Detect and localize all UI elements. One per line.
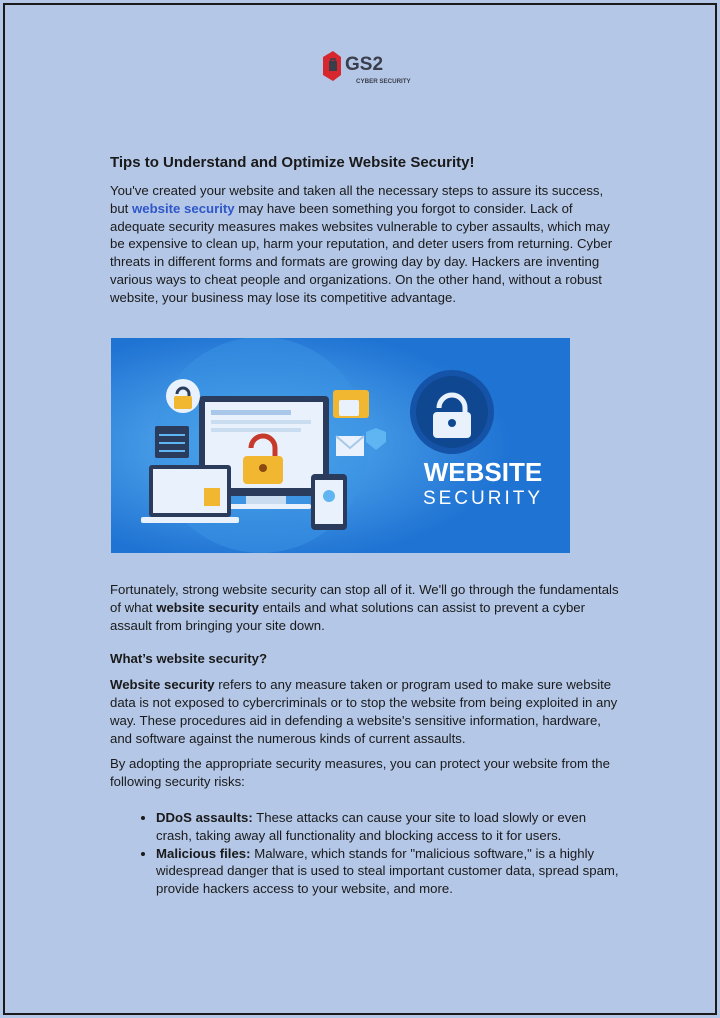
large-padlock-icon: [410, 370, 494, 454]
fortunately-paragraph: Fortunately, strong website security can stop all of it. We'll go through the fundamentals of what website security entails and what solutions can assist to prevent a cyber assault from bringing your site down.: [110, 582, 619, 633]
list-item: • DDoS assaults: These attacks can cause your site to load slowly or even crash, taking away all functionality and blocking access to it for users.: [156, 809, 622, 845]
subheading: What’s website security?: [110, 651, 268, 667]
article-intro: [110, 153, 622, 315]
article-title: Tips to Understand and Optimize Website Security!: [110, 154, 475, 171]
document-page: [3, 3, 717, 1015]
hero-title-line1: WEBSITE: [423, 457, 543, 487]
server-icon: [155, 426, 189, 458]
logo-name: GS2: [345, 54, 384, 75]
logo-tagline: CYBER SECURITY: [356, 78, 411, 85]
shield-icon: [323, 51, 341, 81]
intro-paragraph: You've created your website and taken all the necessary steps to assure its success, but website security may have been something you forgot to consider. Lack of adequate security measures makes websites vulnerable to cyber assaults, which may be expensive to clean up, harm your reputation, and deter users from returning. Cyber threats in different forms and formats are growing day by day. Hackers are inventing various ways to cheat people and organizations. On the other hand, without a robust website, your business may lose its competitive advantage.: [110, 183, 613, 305]
list-item: • Malicious files: Malware, which stands for "malicious software," is a highly widespread danger that is used to steal important customer data, spread spam, provide hackers access to your website, and more.: [156, 845, 622, 898]
laptop-icon: [141, 465, 239, 523]
gs2-logo: [321, 49, 431, 89]
risks-list: [110, 809, 622, 898]
website-security-link[interactable]: website security: [132, 200, 235, 216]
risks-intro-paragraph: By adopting the appropriate security measures, you can protect your website from the following security risks:: [110, 756, 610, 790]
envelope-icon: [336, 436, 364, 456]
small-padlock-icon: [166, 379, 200, 413]
folder-icon: [333, 390, 369, 418]
article-body: [110, 581, 622, 898]
hero-title-line2: SECURITY: [422, 488, 544, 509]
phone-icon: [311, 474, 347, 530]
hero-image: [111, 338, 570, 553]
definition-paragraph: Website security refers to any measure taken or program used to make sure website data is not exposed to cybercriminals or to stop the website from being exploited in any way. These procedures aid in defending a website's sensitive information, hardware, and software against the numerous kinds of current assaults.: [110, 677, 618, 746]
